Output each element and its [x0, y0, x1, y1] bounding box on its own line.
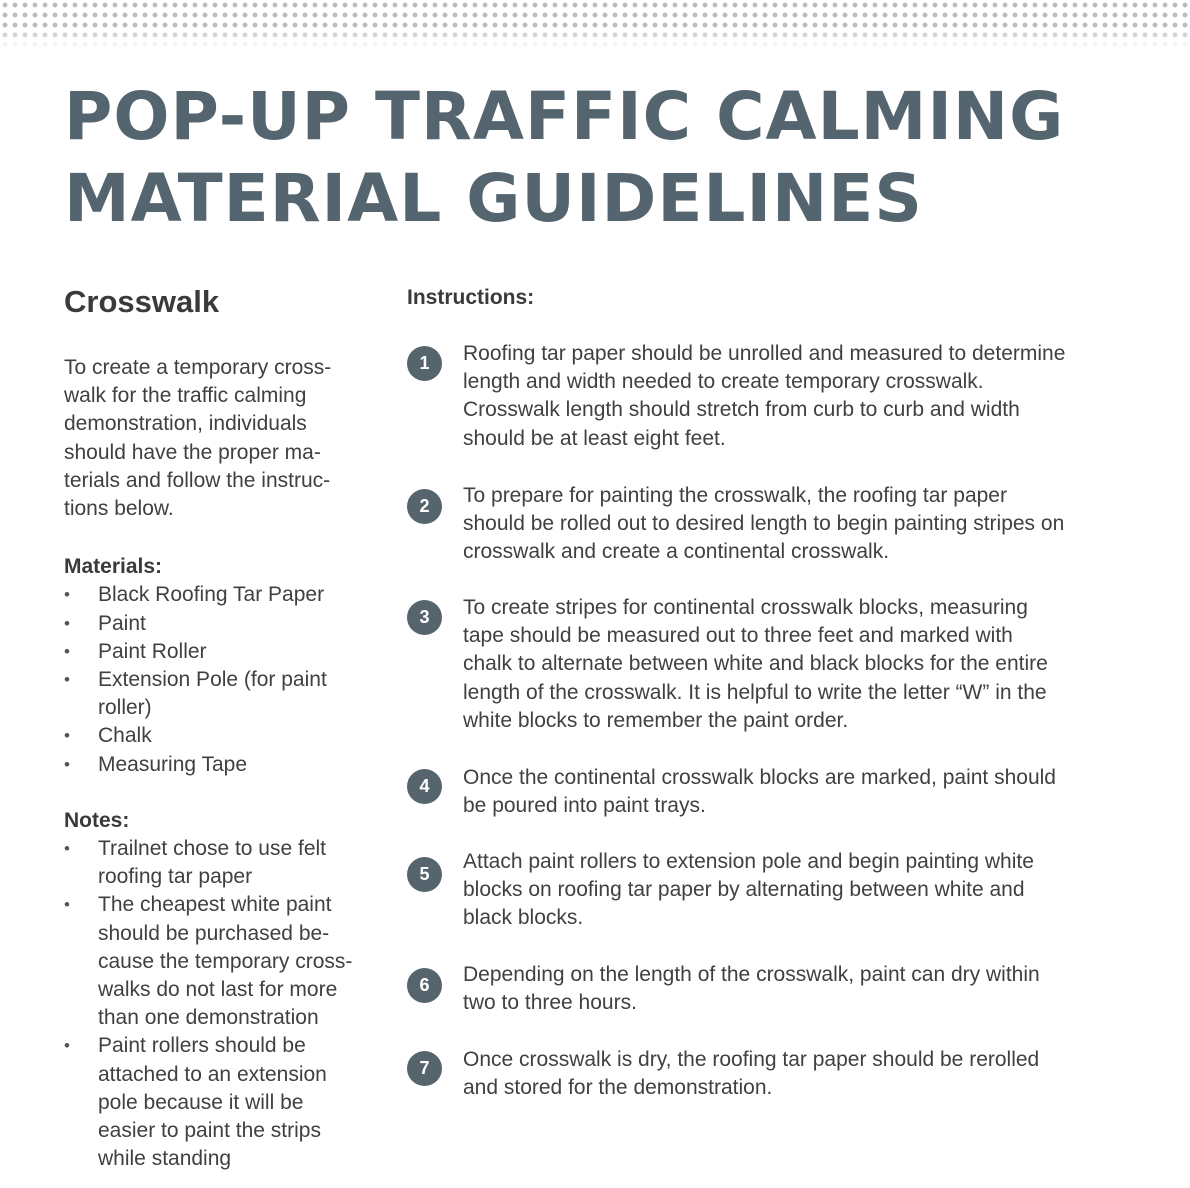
instruction-step: [407, 961, 1067, 1017]
materials-list: [64, 581, 374, 778]
step-number-badge: 3: [407, 600, 442, 635]
intro-paragraph: To create a temporary cross-walk for the traffic calming demonstration, individuals should have the proper ma-terials and follow the instruc-tions below.: [64, 356, 332, 521]
instruction-step: [407, 594, 1067, 735]
step-number-badge: 6: [407, 968, 442, 1003]
step-number-badge: 5: [407, 857, 442, 892]
step-text: Once crosswalk is dry, the roofing tar paper should be rerolled and stored for the demonstration.: [463, 1048, 1040, 1100]
title-line-1: POP-UP TRAFFIC CALMING: [64, 78, 1065, 155]
instruction-step: [407, 848, 1067, 933]
left-column: [64, 280, 374, 1173]
step-text: To create stripes for continental crosswalk blocks, measuring tape should be measured out to three feet and marked with chalk to alternate between white and black blocks for the entire length of the crosswalk. It is helpful to write the letter “W” in the white blocks to remember the paint order.: [463, 596, 1048, 732]
dot-pattern-banner: [0, 0, 1190, 48]
notes-list: [64, 835, 374, 1173]
step-text: Roofing tar paper should be unrolled and measured to determine length and width needed to create temporary crosswalk. Crosswalk length should stretch from curb to curb and width should be at least eight feet.: [463, 342, 1066, 450]
step-text: To prepare for painting the crosswalk, the roofing tar paper should be rolled out to desired length to begin painting stripes on crosswalk and create a continental crosswalk.: [463, 484, 1065, 564]
instruction-step: [407, 482, 1067, 567]
instruction-step: [407, 1046, 1067, 1102]
page-title: [64, 76, 1144, 240]
materials-heading: Materials:: [64, 555, 163, 579]
step-number-badge: 1: [407, 346, 442, 381]
instruction-step: [407, 340, 1067, 453]
title-line-2: MATERIAL GUIDELINES: [64, 160, 923, 237]
instruction-step: [407, 764, 1067, 820]
instructions-heading: Instructions:: [407, 286, 535, 309]
list-item: • The cheapest white paint should be purchased be-cause the temporary cross-walks do not last for more than one demonstration: [64, 891, 368, 1032]
step-text: Depending on the length of the crosswalk, paint can dry within two to three hours.: [463, 963, 1040, 1015]
step-number-badge: 7: [407, 1051, 442, 1086]
section-heading: Crosswalk: [64, 284, 220, 319]
list-item: • Black Roofing Tar Paper: [64, 581, 374, 609]
step-text: Attach paint rollers to extension pole and begin painting white blocks on roofing tar paper by alternating between white and black blocks.: [463, 850, 1034, 930]
list-item: • Measuring Tape: [64, 751, 374, 779]
list-item: • Paint Roller: [64, 638, 374, 666]
notes-heading: Notes:: [64, 808, 130, 832]
list-item: • Trailnet chose to use felt roofing tar paper: [64, 835, 346, 891]
list-item: • Paint: [64, 610, 374, 638]
step-number-badge: 4: [407, 769, 442, 804]
list-item: • Extension Pole (for paint roller): [64, 666, 348, 722]
step-number-badge: 2: [407, 489, 442, 524]
list-item: • Chalk: [64, 722, 374, 750]
step-text: Once the continental crosswalk blocks are marked, paint should be poured into paint trays.: [463, 766, 1056, 818]
list-item: • Paint rollers should be attached to an extension pole because it will be easier to paint the strips while standing: [64, 1032, 348, 1173]
